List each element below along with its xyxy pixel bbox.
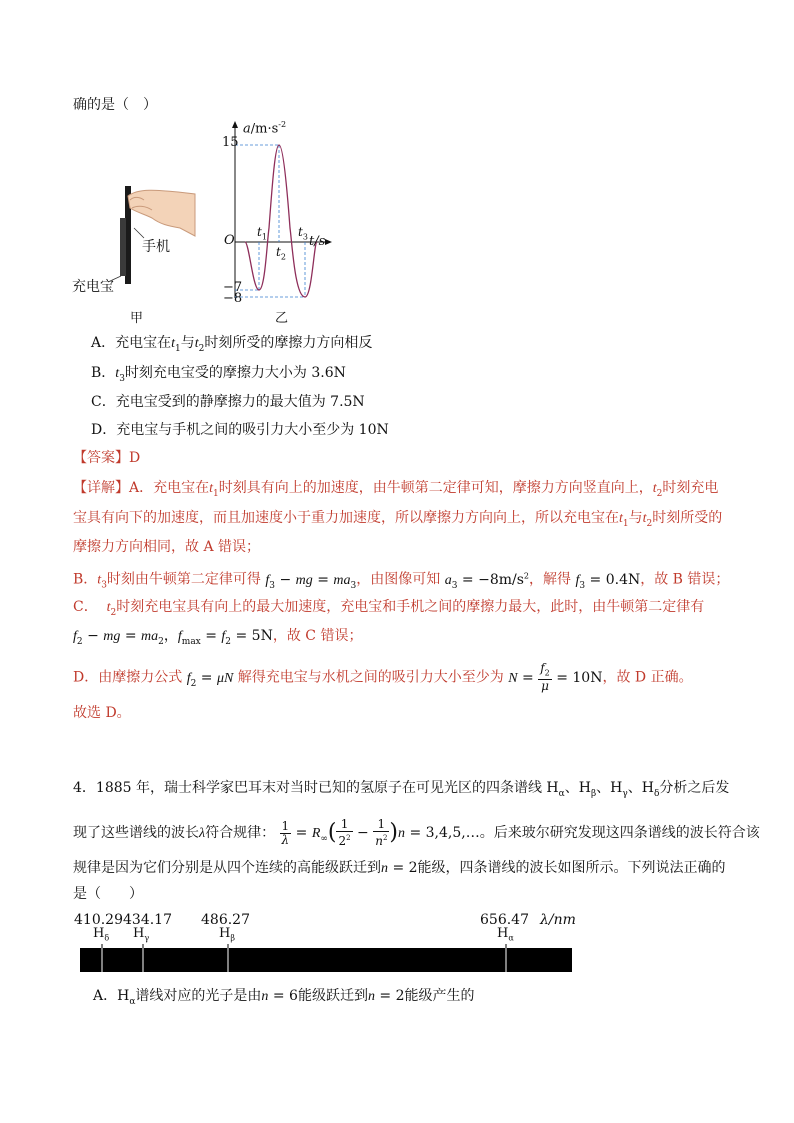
question-stem-tail: 确的是（ ） — [73, 97, 157, 113]
spectrum-bar — [80, 944, 574, 974]
tick-minus7: −7 — [223, 280, 243, 295]
spectrum-name-delta: $H_\delta$ — [93, 926, 110, 943]
option-a[interactable]: A．充电宝在$t_1$与$t_2$时刻所受的摩擦力方向相反 — [91, 335, 373, 354]
t3-label: $t_3$ — [298, 225, 308, 242]
detail-final: 故选 D。 — [73, 705, 131, 721]
label-phone: 手机 — [142, 239, 170, 255]
y-axis-arrow — [232, 121, 238, 128]
acceleration-curve — [245, 145, 317, 297]
spectrum-value-486: 486.27 — [201, 912, 250, 928]
label-powerbank: 充电宝 — [72, 279, 114, 295]
spectrum-unit: λ/nm — [540, 912, 576, 928]
spectrum-name-alpha: $H_\alpha$ — [497, 926, 514, 943]
caption-yi: 乙 — [275, 311, 289, 326]
option-c[interactable]: C．充电宝受到的静摩擦力的最大值为 7.5N — [91, 394, 365, 410]
q4-line2: 现了这些谱线的波长λ符合规律： $\frac{1}{\lambda}$ = $R_\infty$( $\frac{1}{2^2}$ − $\frac{1}{n^2}$ )n = 3,4,5,…。后来玻尔研究发现这四条谱线的波长符合该 — [73, 817, 760, 848]
x-axis-label: t/s — [309, 234, 326, 249]
detail-c-line2: $f_2$ − mg = $ma_2$，$f_{max} = f_2 = 5N$，故 C 错误； — [73, 628, 363, 647]
detail-c-line1: C． $t_2$时刻充电宝具有向上的最大加速度，充电宝和手机之间的摩擦力最大，此时，由牛顿第二定律有 — [73, 599, 705, 618]
q4-line1: 4．1885 年，瑞士科学家巴耳末对当时已知的氢原子在可见光区的四条谱线 $H_\alpha$、$H_\beta$、$H_\gamma$、$H_\delta$分析之后发 — [73, 780, 730, 799]
origin-label: O — [224, 233, 235, 248]
t2-label: $t_2$ — [276, 245, 286, 262]
tick-15: 15 — [222, 135, 239, 150]
option-b[interactable]: B．$t_3$时刻充电宝受的摩擦力大小为 3.6N — [91, 365, 346, 384]
detail-d-line: D．由摩擦力公式 $f_2 = \mu N$ 解得充电宝与水机之间的吸引力大小至少为 N = $\frac{f_2}{\mu}$ = 10N，故 D 正确。 — [73, 661, 693, 694]
x-axis-arrow — [325, 239, 332, 245]
spectrum-band — [80, 948, 572, 972]
detail-a-line1: 【详解】A．充电宝在$t_1$时刻具有向上的加速度，由牛顿第二定律可知，摩擦力方向竖直向上，$t_2$时刻充电 — [73, 480, 719, 499]
q4-option-a[interactable]: A．$H_\alpha$谱线对应的光子是由n = 6能级跃迁到n = 2能级产生的 — [93, 988, 475, 1007]
spectrum-name-beta: $H_\beta$ — [219, 926, 235, 943]
caption-jia: 甲 — [130, 311, 144, 326]
t1-label: $t_1$ — [257, 225, 267, 242]
powerbank-shape — [120, 218, 126, 276]
detail-a-line3: 摩擦力方向相同，故 A 错误； — [73, 539, 261, 555]
y-axis-label: $a/m\cdot s^{-2}$ — [243, 120, 287, 137]
detail-a-line2: 宝具有向下的加速度，而且加速度小于重力加速度，所以摩擦力方向向上，所以充电宝在$t_1$与$t_2$时刻所受的 — [73, 510, 723, 529]
answer-line: 【答案】D — [73, 450, 141, 466]
spectrum-value-410: 410.29 — [74, 912, 123, 928]
detail-b-line: B．$t_3$时刻由牛顿第二定律可得 $f_3$ − mg = $ma_3$，由图像可知 $a_3 = -8m/s^2$，解得 $f_3 = 0.4N$，故 B 错误； — [73, 571, 730, 591]
spectrum-value-434: 434.17 — [123, 912, 172, 928]
spectrum-name-gamma: $H_\gamma$ — [133, 926, 150, 943]
q4-line4: 是（ ） — [73, 886, 143, 902]
figure-jia-hand-phone — [68, 178, 203, 323]
tick-minus8: −8 — [223, 291, 243, 306]
option-d[interactable]: D．充电宝与手机之间的吸引力大小至少为 10N — [91, 422, 389, 438]
spectrum-value-656: 656.47 — [480, 912, 529, 928]
q4-line3: 规律是因为它们分别是从四个连续的高能级跃迁到n = 2能级，四条谱线的波长如图所示。下列说法正确的 — [73, 860, 726, 876]
